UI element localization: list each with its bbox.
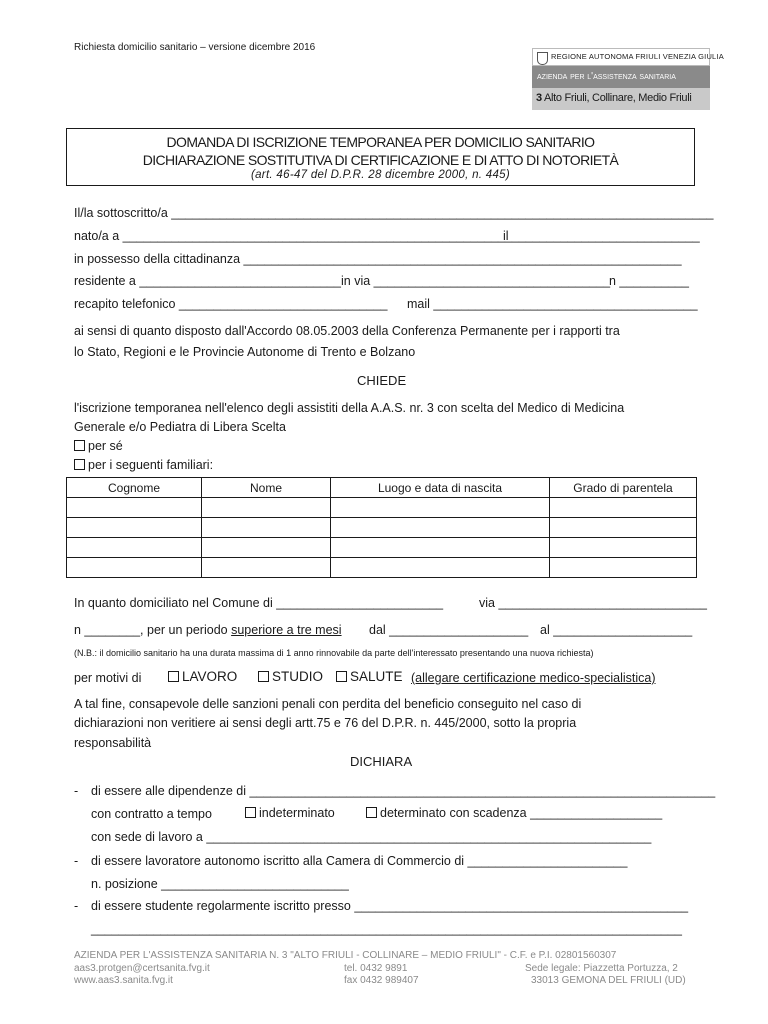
field-school-continued[interactable]: _____________________________________________________________________________________: [91, 922, 682, 936]
logo-agency-band: [532, 66, 710, 88]
chiede-heading: CHIEDE: [357, 373, 407, 388]
contract-fixed-term[interactable]: [366, 806, 662, 820]
table-cell[interactable]: [550, 518, 697, 538]
responsibility-text-3: responsabilità: [74, 736, 152, 750]
field-employer[interactable]: di essere alle dipendenze di ___________________________________________________________________: [91, 784, 716, 798]
contract-fixed-term-label: determinato con scadenza ___________________: [380, 806, 663, 820]
footer-agency: AZIENDA PER L'ASSISTENZA SANITARIA N. 3 "ALTO FRIULI - COLLINARE – MEDIO FRIULI" - C.F. e P.I. 02801560307: [74, 950, 617, 961]
motive-work[interactable]: [168, 669, 237, 684]
region-emblem-icon: [537, 52, 548, 65]
responsibility-text-2: dichiarazioni non veritiere ai sensi degli artt.75 e 76 del D.P.R. n. 445/2000, sotto la propria: [74, 716, 577, 730]
table-cell[interactable]: [202, 498, 331, 518]
col-name: Nome: [202, 478, 331, 498]
motive-study[interactable]: [258, 669, 323, 684]
table-cell[interactable]: [67, 538, 202, 558]
field-domicile-number[interactable]: [74, 623, 342, 637]
contract-type: [91, 807, 212, 821]
period-requirement: superiore a tre mesi: [231, 623, 342, 637]
table-row: [67, 498, 697, 518]
checkbox-fixed-term[interactable]: [366, 807, 377, 818]
footer-email[interactable]: aas3.protgen@certsanita.fvg.it: [74, 963, 210, 974]
table-cell[interactable]: [202, 518, 331, 538]
field-position-number[interactable]: n. posizione ___________________________: [91, 877, 349, 891]
contract-type-label: con contratto a tempo: [91, 807, 212, 821]
table-cell[interactable]: [550, 538, 697, 558]
checkbox-study[interactable]: [258, 671, 269, 682]
checkbox-health[interactable]: [336, 671, 347, 682]
logo-district-number: 3: [536, 92, 543, 104]
col-relationship: Grado di parentela: [550, 478, 697, 498]
logo-district-text: Alto Friuli, Collinare, Medio Friuli: [544, 92, 692, 104]
table-cell[interactable]: [67, 518, 202, 538]
table-cell[interactable]: [550, 558, 697, 578]
field-domicile-town[interactable]: In quanto domiciliato nel Comune di ________________________: [74, 596, 444, 610]
field-fullname[interactable]: Il/la sottoscritto/a ______________________________________________________________________________: [74, 206, 714, 220]
form-title-box: [66, 128, 695, 186]
form-title: DOMANDA DI ISCRIZIONE TEMPORANEA PER DOMICILIO SANITARIO: [166, 134, 595, 150]
option-family[interactable]: [74, 458, 213, 472]
logo-district-band: [532, 88, 710, 110]
chiede-text-1: l'iscrizione temporanea nell'elenco degli assistiti della A.A.S. nr. 3 con scelta del Medico di Medicina: [74, 401, 625, 415]
table-cell[interactable]: [202, 538, 331, 558]
domicile-number-text: n ________, per un periodo: [74, 623, 228, 637]
field-school[interactable]: di essere studente regolarmente iscritto presso ________________________________________________: [91, 899, 689, 913]
footer-fax: fax 0432 989407: [344, 975, 419, 986]
field-period-from[interactable]: dal ____________________: [369, 623, 529, 637]
contract-permanent-label: indeterminato: [259, 806, 335, 820]
checkbox-self[interactable]: [74, 440, 85, 451]
field-birthplace[interactable]: nato/a a ________________________________________________________: [74, 229, 512, 243]
field-domicile-street[interactable]: via ______________________________: [479, 596, 708, 610]
responsibility-text-1: A tal fine, consapevole delle sanzioni penali con perdita del beneficio conseguito nel caso di: [74, 697, 582, 711]
agreement-text-2: lo Stato, Regioni e le Provincie Autonome di Trento e Bolzano: [74, 345, 416, 359]
footer-phone: tel. 0432 9891: [344, 963, 408, 974]
option-family-label: per i seguenti familiari:: [88, 458, 214, 472]
option-self-label: per sé: [88, 439, 123, 453]
chiede-text-2: Generale e/o Pediatra di Libera Scelta: [74, 420, 286, 434]
field-workplace[interactable]: con sede di lavoro a ________________________________________________________________: [91, 830, 652, 844]
table-cell[interactable]: [331, 538, 550, 558]
bullet-dash: -: [74, 854, 79, 868]
option-self[interactable]: [74, 439, 123, 453]
field-street-number[interactable]: n __________: [609, 274, 689, 288]
table-cell[interactable]: [550, 498, 697, 518]
table-row: [67, 558, 697, 578]
field-street[interactable]: in via __________________________________: [341, 274, 611, 288]
contract-permanent[interactable]: [245, 806, 335, 820]
field-citizenship[interactable]: in possesso della cittadinanza _______________________________________________________________: [74, 252, 682, 266]
family-members-table: [66, 477, 697, 578]
table-header-row: [67, 478, 697, 498]
checkbox-work[interactable]: [168, 671, 179, 682]
agency-logo: [532, 48, 724, 110]
field-chamber-commerce[interactable]: di essere lavoratore autonomo iscritto alla Camera di Commercio di _______________________: [91, 854, 628, 868]
dichiara-heading: DICHIARA: [350, 754, 413, 769]
field-birthdate[interactable]: il ___________________________: [503, 229, 700, 243]
table-cell[interactable]: [202, 558, 331, 578]
checkbox-permanent[interactable]: [245, 807, 256, 818]
table-cell[interactable]: [67, 558, 202, 578]
motives-label: per motivi di: [74, 671, 142, 685]
checkbox-family[interactable]: [74, 459, 85, 470]
table-row: [67, 518, 697, 538]
field-email[interactable]: mail ______________________________________: [407, 297, 698, 311]
logo-region-band: [532, 48, 724, 66]
footer-website[interactable]: www.aas3.sanita.fvg.it: [74, 975, 173, 986]
table-row: [67, 538, 697, 558]
table-cell[interactable]: [331, 558, 550, 578]
field-phone[interactable]: recapito telefonico ______________________________: [74, 297, 388, 311]
col-birth: Luogo e data di nascita: [331, 478, 550, 498]
table-cell[interactable]: [331, 518, 550, 538]
table-cell[interactable]: [67, 498, 202, 518]
logo-agency-text: azienda per l'assistenza sanitaria: [537, 71, 676, 82]
health-attachment-note: (allegare certificazione medico-specialistica): [411, 671, 656, 685]
motive-work-label: LAVORO: [182, 669, 238, 684]
motive-study-label: STUDIO: [272, 669, 324, 684]
motive-health-label: SALUTE: [350, 669, 403, 684]
table-cell[interactable]: [331, 498, 550, 518]
agreement-text-1: ai sensi di quanto disposto dall'Accordo 08.05.2003 della Conferenza Permanente per i rapporti tra: [74, 324, 620, 338]
domicile-note: (N.B.: il domicilio sanitario ha una durata massima di 1 anno rinnovabile da parte dell'interessato presentando una nuova richiesta): [74, 648, 594, 658]
col-surname: Cognome: [67, 478, 202, 498]
logo-region-text: REGIONE AUTONOMA FRIULI VENEZIA GIULIA: [551, 52, 724, 61]
form-legal-reference: (art. 46-47 del D.P.R. 28 dicembre 2000, n. 445): [250, 169, 511, 181]
footer-seat: Sede legale: Piazzetta Portuzza, 2: [525, 963, 678, 974]
bullet-dash: -: [74, 784, 79, 798]
bullet-dash: -: [74, 899, 79, 913]
version-note: Richiesta domicilio sanitario – versione dicembre 2016: [74, 42, 316, 53]
field-residence[interactable]: residente a _____________________________: [74, 274, 341, 288]
footer-city: 33013 GEMONA DEL FRIULI (UD): [531, 975, 686, 986]
field-period-to[interactable]: al ____________________: [540, 623, 693, 637]
form-subtitle: DICHIARAZIONE SOSTITUTIVA DI CERTIFICAZIONE E DI ATTO DI NOTORIETÀ: [142, 152, 619, 168]
motive-health[interactable]: [336, 669, 403, 684]
